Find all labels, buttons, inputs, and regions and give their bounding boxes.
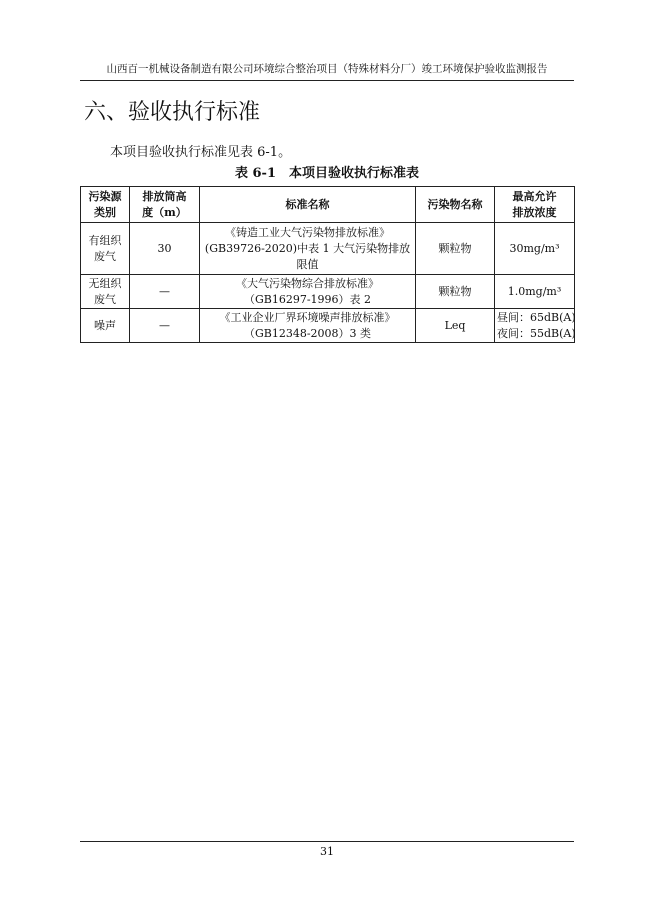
category-cell	[81, 309, 130, 343]
cell-line: 噪声	[94, 318, 116, 332]
intro-paragraph: 本项目验收执行标准见表 6-1。	[110, 145, 292, 160]
standards-table	[80, 186, 575, 343]
column-header-limit	[495, 187, 575, 223]
header-line: 标准名称	[285, 197, 330, 211]
cell-line: 无组织	[88, 276, 122, 290]
header-line: 污染源	[88, 189, 122, 203]
cell-line: 夜间：55dB(A)	[497, 326, 576, 340]
cell-line: 《大气污染物综合排放标准》	[236, 276, 379, 290]
cell-line: 废气	[94, 249, 116, 263]
header-rule	[80, 80, 574, 81]
header-line: 类别	[94, 205, 116, 219]
pollutant-cell: 颗粒物	[416, 275, 495, 309]
cell-line: 《铸造工业大气污染物排放标准》	[225, 225, 390, 239]
table-header-row	[81, 187, 575, 223]
cell-line: 有组织	[88, 233, 122, 247]
pollutant-cell: 颗粒物	[416, 223, 495, 275]
cell-line: 1.0mg/m³	[507, 284, 562, 298]
header-line: 污染物名称	[427, 197, 483, 211]
category-cell	[81, 275, 130, 309]
table-row	[81, 275, 575, 309]
column-header-height	[130, 187, 200, 223]
table-row	[81, 223, 575, 275]
column-header-standard	[200, 187, 416, 223]
standard-cell	[200, 275, 416, 309]
standard-cell	[200, 223, 416, 275]
header-line: 度（m）	[142, 205, 187, 219]
limit-cell	[495, 275, 575, 309]
limit-cell	[495, 309, 575, 343]
cell-line: （GB16297-1996）表 2	[243, 292, 372, 306]
column-header-pollutant	[416, 187, 495, 223]
cell-line: 废气	[94, 292, 116, 306]
footer-rule	[80, 841, 574, 842]
table-row	[81, 309, 575, 343]
section-heading: 六、验收执行标准	[84, 100, 261, 125]
height-cell: —	[130, 309, 200, 343]
page-number: 31	[320, 845, 334, 858]
height-cell: 30	[130, 223, 200, 275]
header-line: 最高允许	[512, 189, 557, 203]
pollutant-cell: Leq	[416, 309, 495, 343]
cell-line: 限值	[296, 257, 319, 271]
cell-line: 《工业企业厂界环境噪声排放标准》	[219, 310, 396, 324]
header-line: 排放筒高	[142, 189, 187, 203]
running-header: 山西百一机械设备制造有限公司环境综合整治项目（特殊材料分厂）竣工环境保护验收监测报告	[106, 63, 548, 75]
cell-line: （GB12348-2008）3 类	[243, 326, 372, 340]
cell-line: 昼间：65dB(A)	[497, 310, 576, 324]
header-line: 排放浓度	[512, 205, 557, 219]
standard-cell	[200, 309, 416, 343]
limit-cell	[495, 223, 575, 275]
height-cell: —	[130, 275, 200, 309]
category-cell	[81, 223, 130, 275]
cell-line: 30mg/m³	[509, 241, 560, 255]
cell-line: (GB39726-2020)中表 1 大气污染物排放	[204, 241, 411, 255]
table-caption: 表 6-1 本项目验收执行标准表	[234, 166, 419, 181]
column-header-category	[81, 187, 130, 223]
